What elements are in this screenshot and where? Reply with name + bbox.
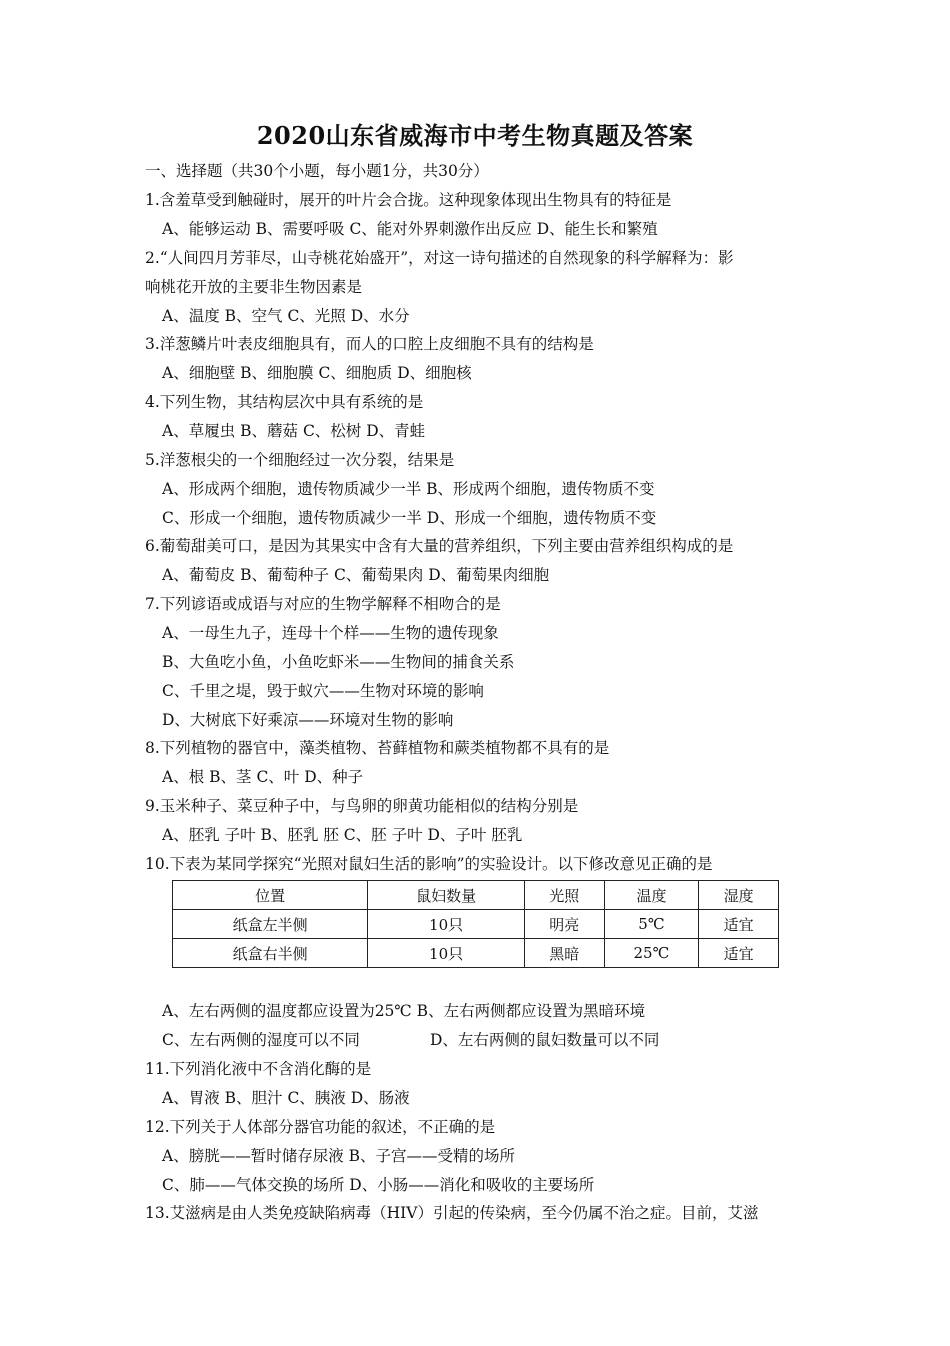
question-3-options: A、细胞壁 B、细胞膜 C、细胞质 D、细胞核	[162, 364, 472, 382]
table-header-cell: 温度	[604, 881, 699, 910]
table-cell: 纸盒左半侧	[173, 910, 368, 939]
table-cell: 纸盒右半侧	[173, 939, 368, 968]
section-heading: 一、选择题（共30个小题，每小题1分，共30分）	[145, 162, 489, 180]
question-4-options: A、草履虫 B、蘑菇 C、松树 D、青蛙	[162, 422, 426, 440]
table-cell: 5℃	[604, 910, 699, 939]
table-header-cell: 湿度	[699, 881, 779, 910]
question-5-options-cd: C、形成一个细胞，遗传物质减少一半 D、形成一个细胞，遗传物质不变	[162, 509, 657, 527]
question-2-options: A、温度 B、空气 C、光照 D、水分	[162, 307, 410, 325]
question-4: 4.下列生物，其结构层次中具有系统的是	[145, 393, 424, 411]
question-9-options: A、胚乳 子叶 B、胚乳 胚 C、胚 子叶 D、子叶 胚乳	[162, 826, 523, 844]
table-cell: 10只	[368, 910, 525, 939]
question-5-options-ab: A、形成两个细胞，遗传物质减少一半 B、形成两个细胞，遗传物质不变	[162, 480, 655, 498]
question-6-options: A、葡萄皮 B、葡萄种子 C、葡萄果肉 D、葡萄果肉细胞	[162, 566, 550, 584]
question-2-cont: 响桃花开放的主要非生物因素是	[145, 278, 363, 296]
question-10: 10.下表为某同学探究“光照对鼠妇生活的影响”的实验设计。以下修改意见正确的是	[145, 855, 713, 873]
question-6: 6.葡萄甜美可口，是因为其果实中含有大量的营养组织，下列主要由营养组织构成的是	[145, 537, 734, 555]
table-header-cell: 光照	[524, 881, 604, 910]
question-8-options: A、根 B、茎 C、叶 D、种子	[162, 768, 364, 786]
table-cell: 适宜	[699, 939, 779, 968]
question-7-option-d: D、大树底下好乘凉——环境对生物的影响	[162, 711, 454, 729]
question-2: 2.“人间四月芳菲尽，山寺桃花始盛开”，对这一诗句描述的自然现象的科学解释为：影	[145, 249, 734, 267]
question-5: 5.洋葱根尖的一个细胞经过一次分裂，结果是	[145, 451, 455, 469]
table-cell: 10只	[368, 939, 525, 968]
question-9: 9.玉米种子、菜豆种子中，与鸟卵的卵黄功能相似的结构分别是	[145, 797, 579, 815]
question-12: 12.下列关于人体部分器官功能的叙述，不正确的是	[145, 1118, 496, 1136]
table-header-cell: 位置	[173, 881, 368, 910]
question-13: 13.艾滋病是由人类免疫缺陷病毒（HIV）引起的传染病，至今仍属不治之症。目前，艾滋	[145, 1204, 759, 1222]
question-10-option-c: C、左右两侧的湿度可以不同	[162, 1031, 360, 1049]
question-7-option-c: C、千里之堤，毁于蚁穴——生物对环境的影响	[162, 682, 484, 700]
table-cell: 适宜	[699, 910, 779, 939]
table-cell: 黑暗	[524, 939, 604, 968]
question-10-option-d: D、左右两侧的鼠妇数量可以不同	[430, 1031, 660, 1049]
table-header-cell: 鼠妇数量	[368, 881, 525, 910]
table-cell: 25℃	[604, 939, 699, 968]
table-cell: 明亮	[524, 910, 604, 939]
question-1-options: A、能够运动 B、需要呼吸 C、能对外界刺激作出反应 D、能生长和繁殖	[162, 220, 658, 238]
question-1: 1.含羞草受到触碰时，展开的叶片会合拢。这种现象体现出生物具有的特征是	[145, 191, 672, 209]
question-8: 8.下列植物的器官中，藻类植物、苔藓植物和蕨类植物都不具有的是	[145, 739, 610, 757]
question-10-options-ab: A、左右两侧的温度都应设置为25℃ B、左右两侧都应设置为黑暗环境	[162, 1002, 646, 1020]
question-7-option-a: A、一母生九子，连母十个样——生物的遗传现象	[162, 624, 499, 642]
table-header-row	[173, 881, 779, 910]
question-12-options-cd: C、肺——气体交换的场所 D、小肠——消化和吸收的主要场所	[162, 1176, 595, 1194]
table-row	[173, 939, 779, 968]
experiment-table	[172, 880, 779, 968]
question-12-options-ab: A、膀胱——暂时储存尿液 B、子宫——受精的场所	[162, 1147, 516, 1165]
question-11: 11.下列消化液中不含消化酶的是	[145, 1060, 372, 1078]
question-11-options: A、胃液 B、胆汁 C、胰液 D、肠液	[162, 1089, 410, 1107]
question-3: 3.洋葱鳞片叶表皮细胞具有，而人的口腔上皮细胞不具有的结构是	[145, 335, 594, 353]
question-7: 7.下列谚语或成语与对应的生物学解释不相吻合的是	[145, 595, 501, 613]
document-title: 2020山东省威海市中考生物真题及答案	[256, 121, 694, 150]
question-7-option-b: B、大鱼吃小鱼，小鱼吃虾米——生物间的捕食关系	[162, 653, 515, 671]
table-row	[173, 910, 779, 939]
